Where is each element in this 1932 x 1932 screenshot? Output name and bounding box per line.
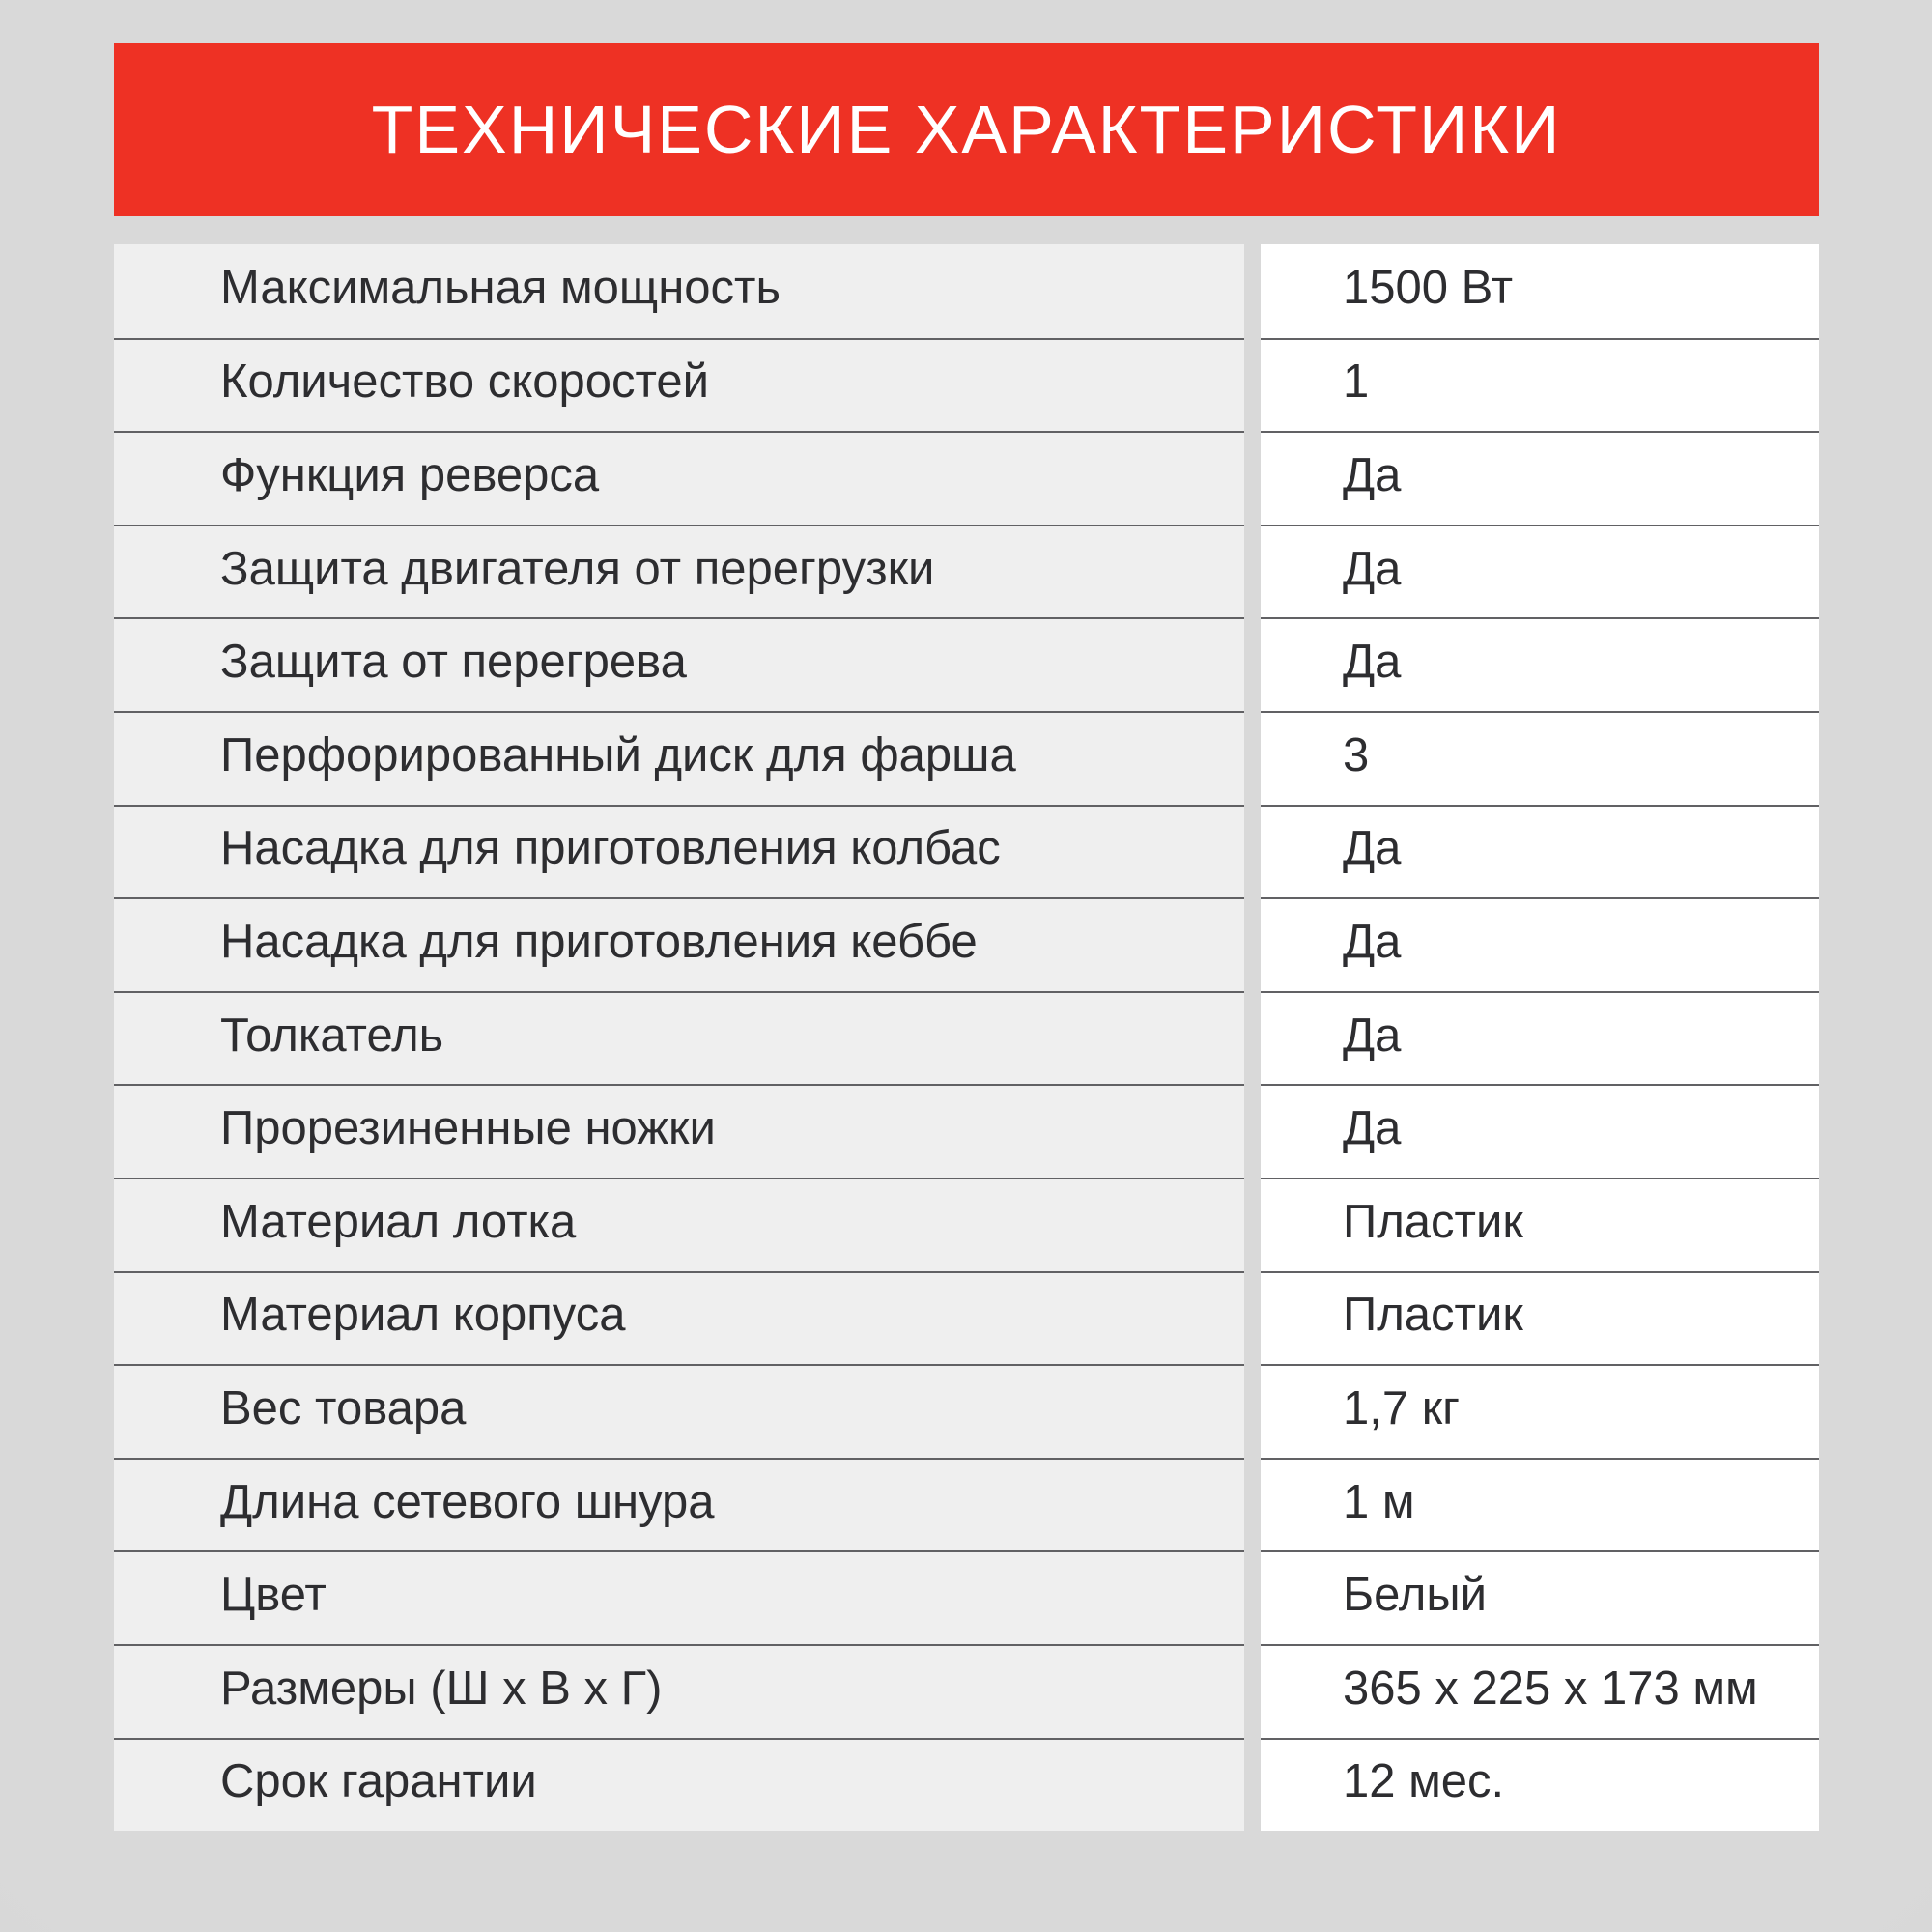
- row-label: Материал лотка: [220, 1195, 577, 1248]
- column-gap: [1244, 244, 1261, 338]
- spec-value-cell: [1261, 338, 1819, 432]
- spec-value-cell: [1261, 1738, 1819, 1832]
- row-label: Перфорированный диск для фарша: [220, 728, 1016, 781]
- spec-row: [114, 1271, 1819, 1365]
- column-gap: [1244, 1550, 1261, 1644]
- spec-value-cell: [1261, 525, 1819, 618]
- spec-row: [114, 1738, 1819, 1832]
- spec-label-cell: [114, 617, 1244, 711]
- spec-row: [114, 897, 1819, 991]
- spec-value-cell: [1261, 1084, 1819, 1178]
- column-gap: [1244, 525, 1261, 618]
- spec-row: [114, 711, 1819, 805]
- column-gap: [1244, 1271, 1261, 1365]
- row-value: Да: [1343, 448, 1402, 501]
- row-value: 12 мес.: [1343, 1755, 1505, 1808]
- column-gap: [1244, 991, 1261, 1085]
- spec-table: [114, 244, 1819, 1831]
- row-label: Прорезиненные ножки: [220, 1102, 716, 1155]
- row-value: Пластик: [1343, 1289, 1523, 1342]
- row-label: Толкатель: [220, 1009, 444, 1062]
- spec-row: [114, 244, 1819, 338]
- row-label: Цвет: [220, 1569, 327, 1622]
- row-label: Насадка для приготовления кеббе: [220, 915, 978, 968]
- spec-label-cell: [114, 431, 1244, 525]
- row-value: Да: [1343, 1102, 1402, 1155]
- row-value: 1500 Вт: [1343, 261, 1514, 314]
- spec-value-cell: [1261, 617, 1819, 711]
- spec-row: [114, 991, 1819, 1085]
- row-label: Функция реверса: [220, 448, 600, 501]
- spec-value-cell: [1261, 1458, 1819, 1551]
- spec-row: [114, 1550, 1819, 1644]
- spec-label-cell: [114, 1178, 1244, 1271]
- row-label: Срок гарантии: [220, 1755, 537, 1808]
- column-gap: [1244, 805, 1261, 898]
- row-label: Насадка для приготовления колбас: [220, 822, 1001, 875]
- row-value: Да: [1343, 822, 1402, 875]
- spec-label-cell: [114, 1644, 1244, 1738]
- row-label: Длина сетевого шнура: [220, 1475, 715, 1528]
- row-value: 1 м: [1343, 1475, 1415, 1528]
- column-gap: [1244, 1178, 1261, 1271]
- spec-row: [114, 525, 1819, 618]
- spec-label-cell: [114, 338, 1244, 432]
- spec-row: [114, 617, 1819, 711]
- spec-row: [114, 1458, 1819, 1551]
- spec-value-cell: [1261, 897, 1819, 991]
- column-gap: [1244, 1364, 1261, 1458]
- spec-value-cell: [1261, 805, 1819, 898]
- row-label: Размеры (Ш х В х Г): [220, 1662, 663, 1715]
- spec-label-cell: [114, 1458, 1244, 1551]
- spec-row: [114, 431, 1819, 525]
- row-label: Защита двигателя от перегрузки: [220, 542, 935, 595]
- spec-label-cell: [114, 1084, 1244, 1178]
- spec-value-cell: [1261, 1550, 1819, 1644]
- row-value: 1: [1343, 355, 1370, 409]
- spec-label-cell: [114, 1550, 1244, 1644]
- row-value: Пластик: [1343, 1195, 1523, 1248]
- spec-header-banner: [114, 43, 1819, 216]
- spec-label-cell: [114, 991, 1244, 1085]
- spec-row: [114, 1084, 1819, 1178]
- row-label: Количество скоростей: [220, 355, 710, 409]
- spec-row: [114, 1644, 1819, 1738]
- row-value: 365 х 225 х 173 мм: [1343, 1662, 1758, 1715]
- row-label: Вес товара: [220, 1381, 467, 1435]
- row-label: Материал корпуса: [220, 1289, 626, 1342]
- spec-value-cell: [1261, 1644, 1819, 1738]
- spec-value-cell: [1261, 1178, 1819, 1271]
- row-value: Да: [1343, 636, 1402, 689]
- column-gap: [1244, 1084, 1261, 1178]
- spec-label-cell: [114, 711, 1244, 805]
- row-value: Белый: [1343, 1569, 1487, 1622]
- column-gap: [1244, 1738, 1261, 1832]
- row-value: 3: [1343, 728, 1370, 781]
- spec-row: [114, 805, 1819, 898]
- column-gap: [1244, 617, 1261, 711]
- spec-value-cell: [1261, 431, 1819, 525]
- spec-row: [114, 1178, 1819, 1271]
- spec-label-cell: [114, 244, 1244, 338]
- page-title: ТЕХНИЧЕСКИЕ ХАРАКТЕРИСТИКИ: [371, 92, 1562, 167]
- spec-value-cell: [1261, 991, 1819, 1085]
- spec-value-cell: [1261, 711, 1819, 805]
- row-label: Защита от перегрева: [220, 636, 687, 689]
- spec-value-cell: [1261, 1271, 1819, 1365]
- column-gap: [1244, 897, 1261, 991]
- row-value: 1,7 кг: [1343, 1381, 1461, 1435]
- spec-label-cell: [114, 1271, 1244, 1365]
- row-value: Да: [1343, 915, 1402, 968]
- spec-label-cell: [114, 1738, 1244, 1832]
- column-gap: [1244, 431, 1261, 525]
- spec-row: [114, 1364, 1819, 1458]
- column-gap: [1244, 1458, 1261, 1551]
- spec-value-cell: [1261, 1364, 1819, 1458]
- spec-label-cell: [114, 897, 1244, 991]
- column-gap: [1244, 711, 1261, 805]
- column-gap: [1244, 1644, 1261, 1738]
- column-gap: [1244, 338, 1261, 432]
- spec-label-cell: [114, 525, 1244, 618]
- spec-label-cell: [114, 1364, 1244, 1458]
- row-label: Максимальная мощность: [220, 261, 781, 314]
- spec-row: [114, 338, 1819, 432]
- spec-label-cell: [114, 805, 1244, 898]
- spec-value-cell: [1261, 244, 1819, 338]
- row-value: Да: [1343, 1009, 1402, 1062]
- row-value: Да: [1343, 542, 1402, 595]
